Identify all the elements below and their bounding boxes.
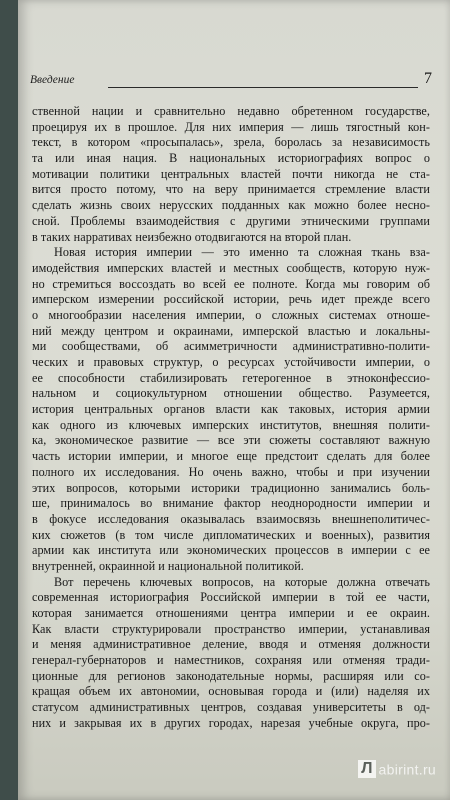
text-line: имперском измерении российской истории, речь идет прежде всего: [32, 292, 430, 307]
text-line: ше, принималось во внимание фактор неоднородности империи и: [32, 496, 430, 511]
text-line: как одного из ключевых имперских институтов, внешняя полити-: [32, 417, 430, 432]
text-line: вится просто потому, что на веру принимается стремление власти: [32, 182, 430, 197]
text-line: но стремиться воссоздать во всей ее полноте. Когда мы говорим об: [32, 276, 430, 291]
text-line: них и закрывая их в других городах, нарезая учебные округа, про-: [32, 715, 430, 730]
text-line: в таких нарративах неизбежно отодвигаются на второй план.: [32, 229, 352, 244]
text-line: армии как института или экономических процессов в империи с ее: [32, 543, 430, 558]
text-line: и меняя административное деление, вводя и отменяя должности: [32, 637, 430, 652]
text-line: которая занимается отношениями центра империи и ее окраин.: [32, 606, 430, 620]
text-line: сной. Проблемы взаимодействия с другими этническими группами: [32, 213, 430, 228]
text-line: Как власти структурировали пространство империи, устанавливая: [32, 621, 430, 636]
watermark-logo-icon: Л: [358, 760, 375, 778]
running-head: Введение: [30, 74, 75, 86]
text-line: внутренней, окраинной и национальной политикой.: [32, 558, 304, 573]
text-line: полного их исследования. Но очень важно, чтобы и при изучении: [32, 464, 430, 479]
text-line: ее способности стабилизировать гетерогенное в этноконфессио-: [32, 370, 430, 385]
body-text: [32, 104, 430, 732]
page-header: [30, 70, 430, 94]
text-line: ственной нации и сравнительно недавно обретенном государстве,: [32, 104, 430, 118]
paragraph: [32, 245, 430, 574]
text-line: ний между центром и окраинами, имперской властью и локальны-: [32, 323, 430, 338]
text-line: в фокусе исследования оказывалась взаимосвязь внешнеполитичес-: [32, 511, 430, 526]
page-number: 7: [424, 70, 432, 87]
text-line: этих вопросов, которыми историки традиционно занимались боль-: [32, 480, 430, 495]
text-line: ми сообществами, об асимметричности административно-полити-: [32, 339, 430, 354]
text-line: ких сюжетов (в том числе дипломатических и военных), развития: [32, 527, 430, 542]
text-line: генерал-губернаторов и наместников, сохраняя или отменяя тради-: [32, 653, 430, 668]
text-line: о многообразии населения империи, о сложных системах отноше-: [32, 307, 430, 322]
text-line: часть истории империи, и многое еще предстоит сделать для более: [32, 449, 430, 464]
paragraph: [32, 104, 430, 245]
text-line: ционные для регионов законодательные нормы, расширяя или со-: [32, 668, 430, 683]
text-line: статусом административных центров, создавая университеты в од-: [32, 700, 430, 715]
watermark: [358, 760, 436, 778]
text-line: текст, в котором «просыпалась», зрела, боролась за независимость: [32, 135, 430, 150]
text-line: мотивации политики центральных властей почти никогда не ста-: [32, 166, 430, 181]
paragraph: [32, 575, 430, 732]
header-rule: [108, 87, 418, 88]
text-line: нальном и социокультурном отношении общество. Разумеется,: [32, 386, 430, 401]
text-line: имодействия имперских властей и местных сообществ, которую нуж-: [32, 260, 430, 275]
text-line: кращая объем их автономии, основывая города и (или) наделяя их: [32, 684, 430, 699]
watermark-text: abirint.ru: [378, 761, 436, 777]
text-line: сделать жизнь своих нерусских подданных как можно более несно-: [32, 198, 430, 213]
text-line: та или иная нация. В национальных историографиях вопрос о: [32, 151, 430, 166]
text-line: ка, экономическое развитие — все эти сюжеты составляют важную: [32, 433, 430, 448]
text-line: Новая история империи — это именно та сложная ткань вза-: [54, 245, 430, 260]
text-line: Вот перечень ключевых вопросов, на которые должна отвечать: [54, 574, 430, 589]
text-line: современная историография Российской империи в той ее части,: [32, 590, 430, 605]
text-line: проецируя их в прошлое. Для них империя — лишь тягостный кон-: [32, 119, 430, 134]
text-line: ческих и правовых структур, о ресурсах устойчивости империи, о: [32, 355, 430, 369]
text-line: история центральных органов власти как таковых, история армии: [32, 402, 430, 417]
book-page: [18, 0, 450, 800]
